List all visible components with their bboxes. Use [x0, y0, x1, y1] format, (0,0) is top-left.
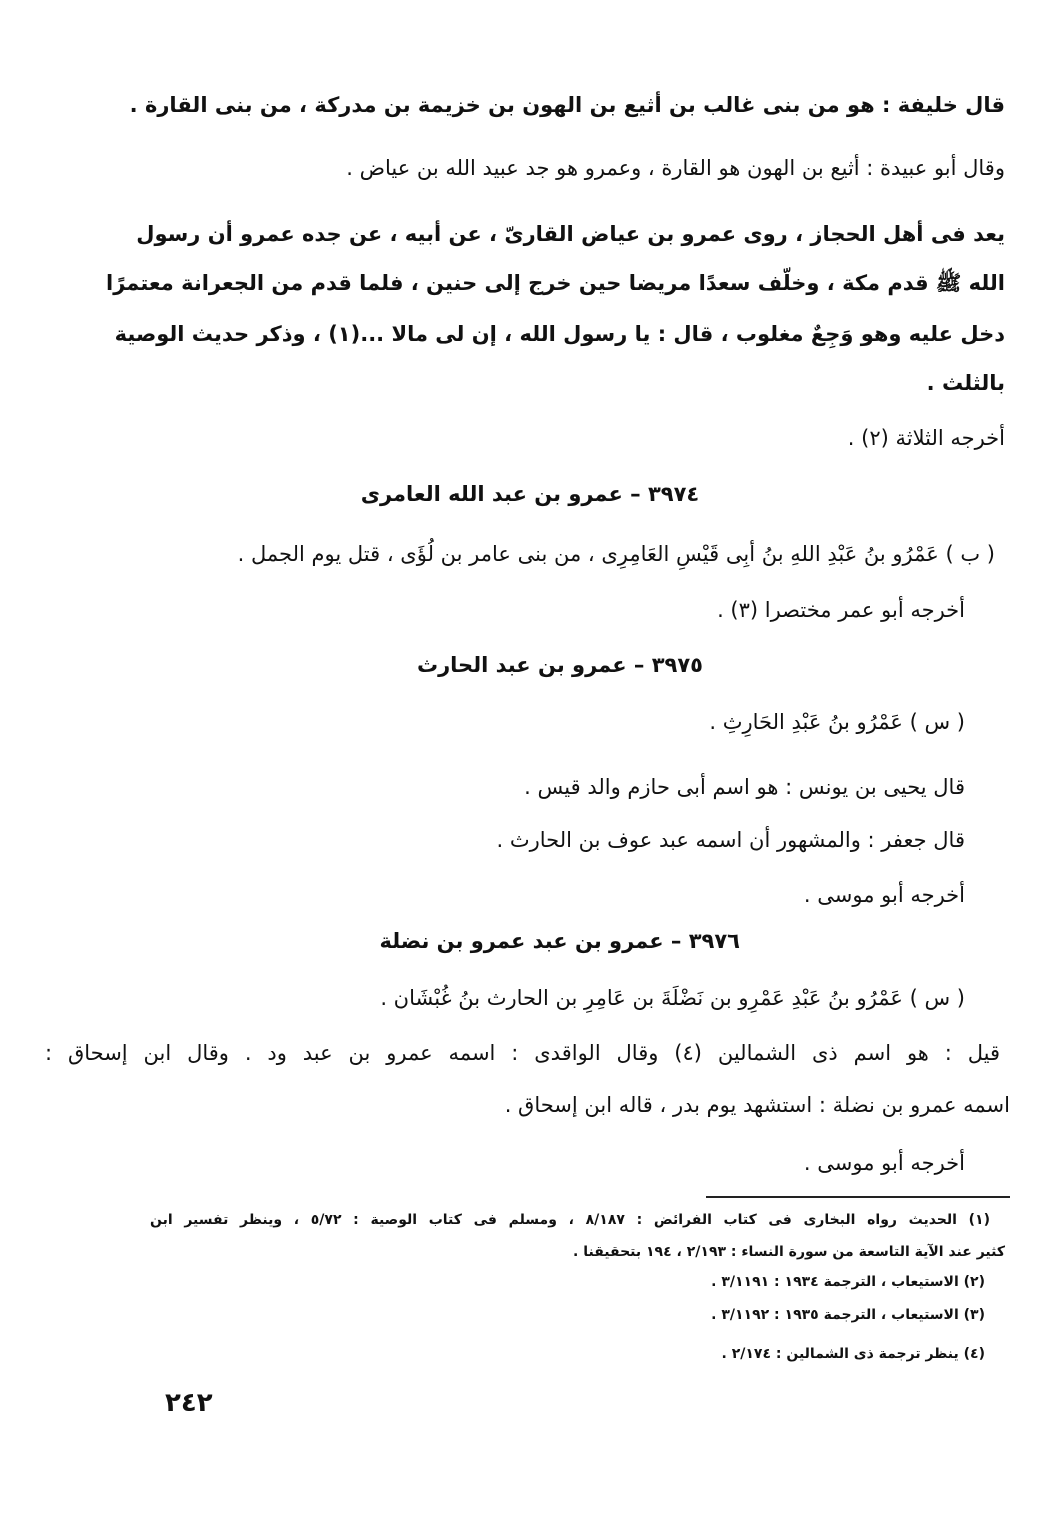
footnote-separator — [706, 1196, 1010, 1198]
text-line: الله ﷺ قدم مكة ، وخلّف سعدًا مريضا حين خرج إلى حنين ، فلما قدم من الجعرانة معتمرًا — [106, 271, 1005, 295]
text-line: دخل عليه وهو وَجِعٌ مغلوب ، قال : يا رسول الله ، إن لى مالا ...(١) ، وذكر حديث الوصية — [114, 322, 1005, 346]
text-line: أخرجه الثلاثة (٢) . — [847, 426, 1005, 450]
text-line: وقال أبو عبيدة : أثيع بن الهون هو القارة ، وعمرو هو جد عبيد الله بن عياض . — [346, 156, 1005, 180]
text-line: قال يحيى بن يونس : هو اسم أبى حازم والد قيس . — [524, 775, 965, 799]
text-line: ( ب ) عَمْرُو بنُ عَبْدِ اللهِ بنُ أبِى قَيْسِ العَامِرِى ، من بنى عامر بن لُؤَى ، قتل يوم الجمل . — [237, 542, 995, 566]
footnote: (٤) ينظر ترجمة ذى الشمالين : ٢/١٧٤ . — [721, 1346, 985, 1362]
text-line: اسمه عمرو بن نضلة : استشهد يوم بدر ، قاله ابن إسحاق . — [504, 1093, 1010, 1117]
text-line: أخرجه أبو عمر مختصرا (٣) . — [717, 598, 965, 622]
text-line: قال جعفر : والمشهور أن اسمه عبد عوف بن الحارث . — [496, 828, 965, 852]
text-line: ( س ) عَمْرُو بنُ عَبْدِ الحَارِثِ . — [709, 710, 965, 734]
text-line: ( س ) عَمْرُو بنُ عَبْدِ عَمْرِو بن نَضْلَةَ بن عَامِرِ بن الحارث بنُ غُبْشَان . — [380, 986, 965, 1010]
entry-heading: ٣٩٧٥ – عمرو بن عبد الحارث — [416, 653, 703, 677]
footnote: كثير عند الآية التاسعة من سورة النساء : ٢/١٩٣ ، ١٩٤ بتحقيقنا . — [573, 1244, 1005, 1260]
footnote: (١) الحديث رواه البخارى فى كتاب الفرائض : ٨/١٨٧ ، ومسلم فى كتاب الوصية : ٥/٧٢ ، وينظر تفسير ابن — [150, 1212, 990, 1228]
text-line: بالثلث . — [926, 371, 1005, 395]
text-line: أخرجه أبو موسى . — [803, 883, 965, 907]
text-line: أخرجه أبو موسى . — [803, 1151, 965, 1175]
entry-heading: ٣٩٧٦ – عمرو بن عبد عمرو بن نضلة — [379, 929, 740, 953]
text-line: قال خليفة : هو من بنى غالب بن أثيع بن الهون بن خزيمة بن مدركة ، من بنى القارة . — [129, 93, 1005, 117]
footnote: (٣) الاستيعاب ، الترجمة ١٩٣٥ : ٣/١١٩٢ . — [711, 1307, 985, 1323]
text-line: قيل : هو اسم ذى الشمالين (٤) وقال الواقدى : اسمه عمرو بن عبد ود . وقال ابن إسحاق : — [45, 1041, 1001, 1065]
entry-heading: ٣٩٧٤ – عمرو بن عبد الله العامرى — [360, 482, 700, 506]
text-line: يعد فى أهل الحجاز ، روى عمرو بن عياض القارىّ ، عن أبيه ، عن جده عمرو أن رسول — [136, 222, 1005, 246]
page-number: ٢٤٢ — [165, 1388, 213, 1418]
footnote: (٢) الاستيعاب ، الترجمة ١٩٣٤ : ٣/١١٩١ . — [711, 1274, 985, 1290]
